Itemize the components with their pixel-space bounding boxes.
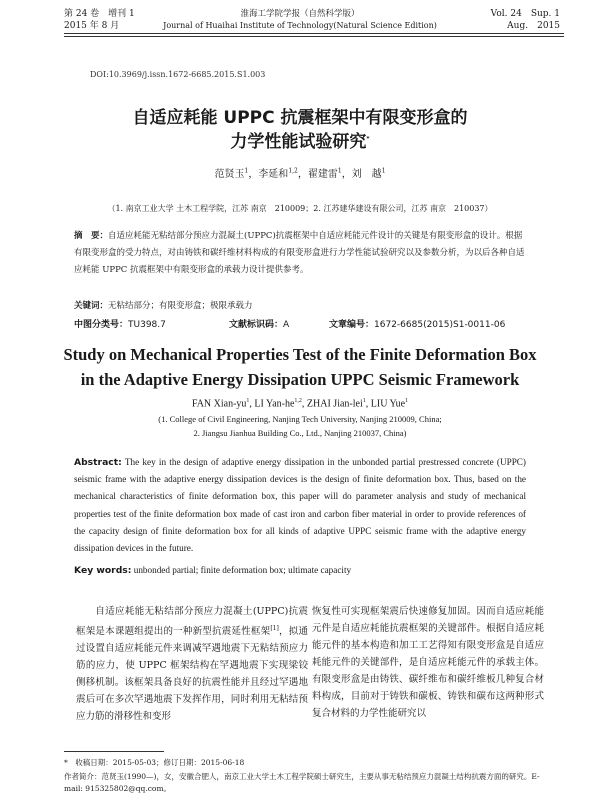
author-en-4: , LIU Yue [365,398,406,410]
author-zh-1-aff: 1 [244,167,249,175]
doc-code [229,317,289,330]
body-left-text-a: 自适应耗能无粘结部分预应力混凝土(UPPC)抗震框架是本课题组提出的一种新型抗震延性框架 [76,606,308,638]
keywords-en [74,565,526,576]
header-rule-bottom [64,36,564,37]
keywords-zh [74,298,526,315]
author-en-3: , ZHAI Jian-lei [301,398,363,410]
body-left-ref: [1] [270,625,279,632]
abstract-zh-label: 摘 要： [74,231,109,241]
author-en-2: , LI Yan-he [249,398,295,410]
title-zh-line2 [60,127,540,152]
title-en-line1: Study on Mechanical Properties Test of the Finite Deformation Box [63,345,537,364]
header-rule-top [64,33,564,34]
author-en-3-aff: 1 [362,398,366,404]
author-en-1-aff: 1 [246,398,250,404]
clc-value: TU398.7 [128,320,166,330]
keywords-zh-text: 无粘结部分；有限变形盒；极限承载力 [108,301,253,311]
clc-label: 中图分类号： [74,320,129,330]
header-date-en: Aug. 2015 [507,21,560,31]
abstract-zh-text: 自适应耗能无粘结部分预应力混凝土(UPPC)抗震框架中自适应耗能元件设计的关键是有限变形盒的设计。根据有限变形盒的受力特点，对由铸铁和碳纤维材料构成的有限变形盒进行力学性能试验研究以及参数分析，为以后各种自适应耗能 UPPC 抗震框架中有限变形盒的承载力设计提供参考。 [74,231,525,275]
footnote-author-info: 作者简介：范贤玉(1990—)，女，安徽合肥人，南京工业大学土木工程学院硕士研究生，主要从事无粘结预应力混凝土结构抗震方面的研究。E-mail: 915325802@qq.com。 [64,772,540,793]
doc-code-value: A [283,320,290,330]
author-zh-3-aff: 1 [337,167,342,175]
title-zh-line1: 自适应耗能 UPPC 抗震框架中有限变形盒的 [132,108,468,128]
author-zh-1: 范贤玉 [214,169,245,180]
header-journal-zh: 淮海工学院学报（自然科学版） [240,9,360,19]
footnote-received [64,757,554,769]
author-en-1: FAN Xian-yu [191,398,247,410]
doi: DOI:10.3969/j.issn.1672-6685.2015.S1.003 [90,70,266,79]
title-zh-star: * [366,135,370,143]
body-column-left [76,603,308,725]
title-en-line2: in the Adaptive Energy Dissipation UPPC Seismic Framework [80,370,520,389]
article-number-label: 文章编号： [329,320,375,330]
author-en-2-aff: 1,2 [294,398,302,404]
footnote-received-text: 收稿日期：2015-05-03；修订日期：2015-06-18 [75,758,245,767]
header-journal [150,8,450,32]
affiliation-zh: （1. 南京工业大学 土木工程学院，江苏 南京 210009；2. 江苏建华建设有限公司，江苏 南京 210037） [107,204,493,213]
header-volume [64,8,135,32]
abstract-en-label: Abstract: [74,457,122,468]
header-journal-en: Journal of Huaihai Institute of Technology(Natural Science Edition) [163,21,437,30]
abstract-en [74,454,526,557]
article-number-value: 1672-6685(2015)S1-0011-06 [374,320,506,330]
affiliation-en-line1: (1. College of Civil Engineering, Nanjing Tech University, Nanjing 210009, China; [158,414,442,424]
abstract-en-text: The key in the design of adaptive energy dissipation in the unbonded partial prestressed concrete (UPPC) seismic frame with the adaptive energy dissipation devices is the design of finite deformation box. Thus, based on the mechanical characteristics of finite deformation box, this paper will do parameter analysis and study of mechanical properties test of the finite deformation box made of cast iron and carbon fiber material in order to provide references of the capacity design of finite deformation box for all kinds of adaptive UPPC seismic frame with the adaptive energy dissipation devices in the future. [74,457,526,554]
footnote-rule [64,751,164,752]
footnote-marker: * [64,758,76,767]
keywords-zh-label: 关键词： [74,301,109,311]
header-volume-en [491,8,560,32]
authors-zh [60,165,540,180]
author-zh-2-aff: 1,2 [288,167,298,175]
header-vol-en: Vol. 24 Sup. 1 [490,9,560,19]
title-zh-line2-text: 力学性能试验研究 [230,132,367,152]
author-en-4-aff: 1 [405,398,409,404]
author-zh-4-aff: 1 [381,167,386,175]
author-zh-3: ，翟建雷 [297,169,338,180]
header-date-zh: 2015 年 8 月 [64,21,120,31]
body-left-text-b: ，拟通过设置自适应耗能元件来调减罕遇地震下无粘结预应力筋的应力，使 UPPC 框架结构在罕遇地震下实现梁铰侧移机制。该框架具备良好的抗震性能并且经过罕遇地震后可在多次罕遇地震下发挥作用，同时利用无粘结预应力筋的滑移性和变形 [76,626,308,723]
body-column-right: 恢复性可实现框架震后快速修复加固。因而自适应耗能元件是自适应耗能抗震框架的关键部件。根据自适应耗能元件的基本构造和加工工艺得知有限变形盒是自适应耗能元件的关键部件，是自适应耗能元件的承载主体。有限变形盒是由铸铁、碳纤维布和碳纤维板几种复合材料构成，目前对于铸铁和碳板、铸铁和碳布这两种形式复合材料的力学性能研究以 [312,606,544,719]
author-zh-2: ，李延和 [248,169,289,180]
keywords-en-label: Key words: [74,565,132,576]
author-zh-4: ，刘 越 [341,169,382,180]
affiliation-en-line2: 2. Jiangsu Jianhua Building Co., Ltd., Nanjing 210037, China) [193,428,407,438]
doc-code-label: 文献标识码： [229,320,284,330]
header-volume-zh: 第 24 卷 增刊 1 [64,9,135,19]
abstract-zh [74,228,526,279]
article-number [329,317,505,330]
authors-en [60,398,540,409]
clc [74,317,166,330]
keywords-en-text: unbonded partial; finite deformation box; ultimate capacity [131,565,352,575]
